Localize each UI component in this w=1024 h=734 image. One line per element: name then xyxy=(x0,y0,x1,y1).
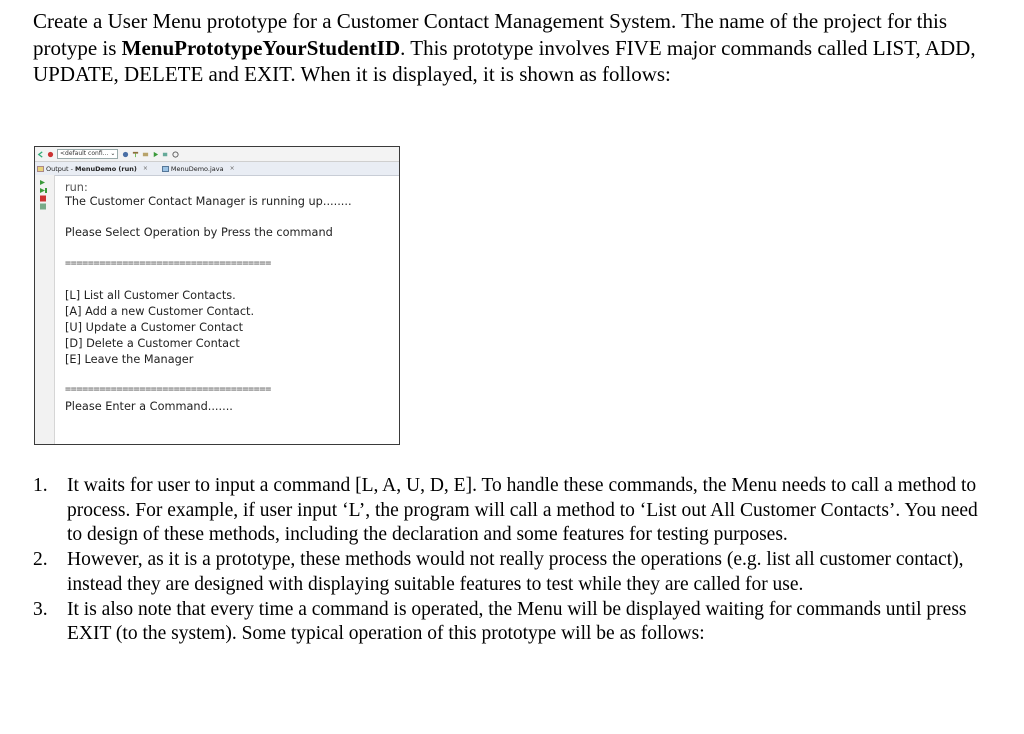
list-item-text: It is also note that every time a command is operated, the Menu will be displayed waiting for commands until press EXIT (to the system). Some typical operation of this prototype will be as follows: xyxy=(67,598,967,645)
console-separator: ==================================== xyxy=(65,258,271,269)
config-select[interactable] xyxy=(57,149,118,159)
list-number: 1. xyxy=(33,475,48,496)
back-arrow-icon xyxy=(37,151,44,158)
menu-item-delete: [D] Delete a Customer Contact xyxy=(65,337,240,350)
hammer-icon[interactable] xyxy=(132,151,139,158)
output-icon xyxy=(37,166,44,172)
intro-text-1: Create a User Menu prototype for a Customer Contact Management System. The name of the project for this protype is xyxy=(33,9,948,60)
rerun-options-icon[interactable] xyxy=(39,187,48,194)
intro-text-2: . This prototype involves FIVE major commands called LIST, ADD, UPDATE, DELETE and EXIT. When it is displayed, it is shown as follows: xyxy=(33,35,976,86)
list-item xyxy=(33,548,993,597)
clean-build-icon[interactable] xyxy=(142,151,149,158)
tab-output[interactable] xyxy=(37,165,148,173)
forward-arrow-icon xyxy=(47,151,54,158)
run-icon[interactable] xyxy=(152,151,159,158)
tab-file[interactable] xyxy=(162,165,235,173)
output-tab-prefix: Output - xyxy=(46,164,73,173)
output-gutter xyxy=(35,175,55,444)
ide-tab-bar xyxy=(35,162,399,176)
globe-icon[interactable] xyxy=(122,151,129,158)
debug-icon[interactable] xyxy=(162,151,169,158)
console-separator: ==================================== xyxy=(65,384,271,395)
console-running-line: The Customer Contact Manager is running up........ xyxy=(65,195,352,208)
project-name: MenuPrototypeYourStudentID xyxy=(121,35,401,60)
console-run-line: run: xyxy=(65,181,88,194)
menu-item-update: [U] Update a Customer Contact xyxy=(65,321,244,334)
output-tab-name: MenuDemo (run) xyxy=(75,164,137,173)
list-number: 3. xyxy=(33,598,48,620)
intro-paragraph xyxy=(33,8,983,88)
list-number: 2. xyxy=(33,549,48,571)
list-item xyxy=(33,598,993,647)
menu-item-exit: [E] Leave the Manager xyxy=(65,353,194,366)
profile-icon[interactable] xyxy=(172,151,179,158)
close-icon[interactable]: × xyxy=(142,165,148,172)
list-item-text: It waits for user to input a command [L, A, U, D, E]. To handle these commands, the Menu needs to call a method to process. For example, if user input ‘L’, the program will call a method to ‘List out All Customer Contacts’. You need to design of these methods, including the declaration and some features for testing purposes. xyxy=(67,475,978,546)
requirements-list xyxy=(33,474,993,647)
ide-screenshot xyxy=(34,146,400,445)
settings-icon[interactable] xyxy=(39,203,48,210)
list-item-text: However, as it is a prototype, these methods would not really process the operations (e.g. list all customer contact), instead they are designed with displaying suitable features to test while they are called for use. xyxy=(67,549,964,595)
java-file-icon xyxy=(162,166,169,172)
chevron-down-icon: ⌄ xyxy=(110,150,116,157)
console-select-line: Please Select Operation by Press the command xyxy=(65,226,333,239)
file-tab-label: MenuDemo.java xyxy=(170,164,224,173)
ide-toolbar xyxy=(35,147,399,162)
menu-item-add: [A] Add a new Customer Contact. xyxy=(65,305,255,318)
close-icon[interactable]: × xyxy=(229,165,235,172)
output-panel xyxy=(35,175,399,444)
list-item xyxy=(33,474,993,548)
console-prompt-line: Please Enter a Command....... xyxy=(65,400,233,413)
menu-item-list: [L] List all Customer Contacts. xyxy=(65,289,236,302)
config-select-value: <default confi... xyxy=(60,150,109,157)
stop-icon[interactable] xyxy=(39,195,48,202)
rerun-icon[interactable] xyxy=(39,179,48,186)
